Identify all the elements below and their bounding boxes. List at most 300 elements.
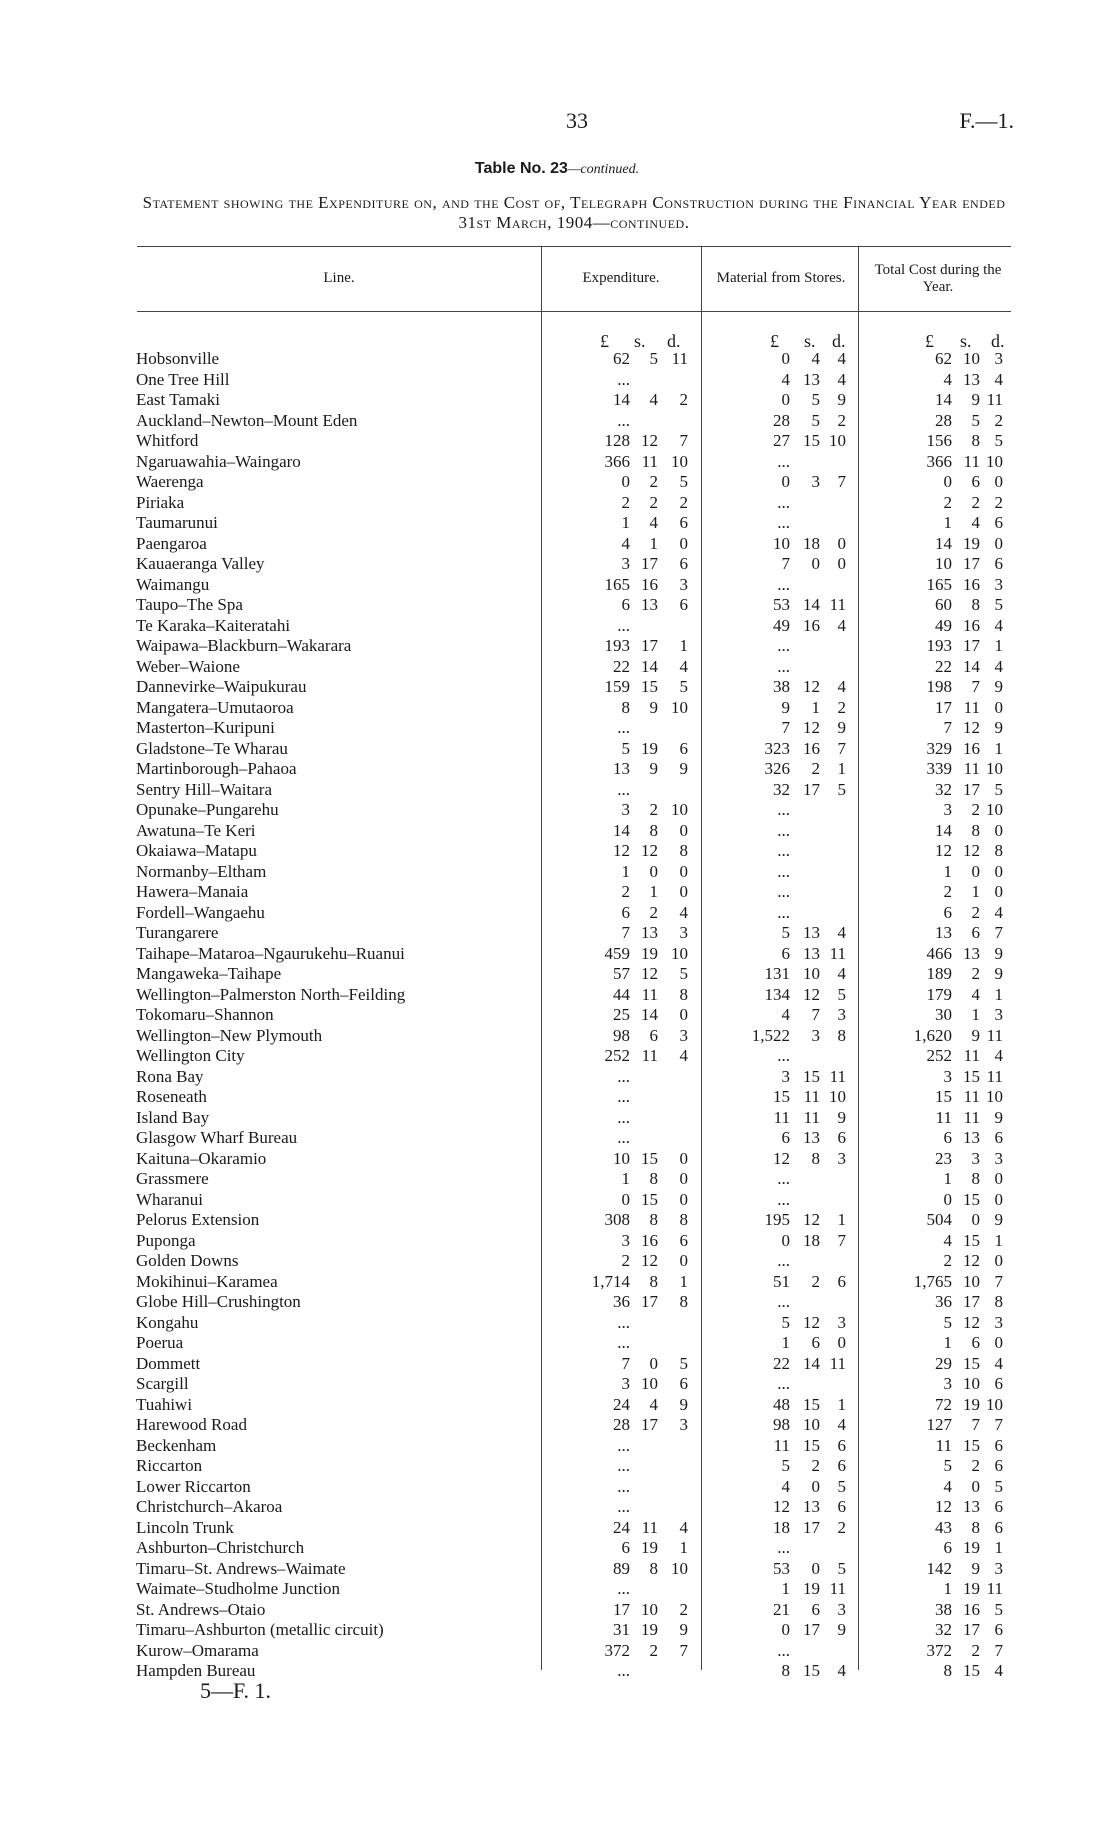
header-bottom-rule [137, 311, 1011, 312]
tot-pence: 5 [994, 431, 1003, 450]
exp-pence: 10 [671, 1558, 688, 1578]
tot-pounds: 339 [926, 759, 952, 778]
line-name: Paengaroa [136, 533, 207, 553]
tot-pounds: 43 [935, 1517, 952, 1537]
tot-pounds: 156 [926, 431, 952, 450]
exp-pounds: 17 [613, 1599, 630, 1619]
tot-pounds: 1 [943, 513, 952, 532]
line-name: Roseneath [136, 1087, 207, 1106]
line-name: Dannevirke–Waipukurau [136, 677, 307, 696]
exp-pence: 3 [679, 923, 688, 942]
table-row [0, 841, 1114, 862]
mat-pence: 4 [837, 677, 846, 696]
tot-shillings: 11 [963, 1046, 980, 1065]
tot-pounds: 1 [943, 1169, 952, 1188]
exp-pence: 6 [679, 595, 688, 614]
tot-pounds: 8 [943, 1661, 952, 1680]
exp-shillings: 16 [641, 574, 658, 594]
tot-shillings: 12 [963, 1312, 980, 1332]
tot-pounds: 466 [926, 943, 952, 963]
mat-pence: 6 [837, 1497, 846, 1516]
table-row [0, 1149, 1114, 1170]
exp-pounds: 10 [613, 1148, 630, 1168]
mat-pounds: ... [777, 513, 790, 532]
exp-pence: 8 [679, 841, 688, 860]
tot-shillings: 10 [963, 1271, 980, 1291]
mat-pounds: ... [777, 1374, 790, 1393]
mat-pounds: 28 [773, 410, 790, 430]
exp-pounds: 13 [613, 759, 630, 778]
tot-pence: 11 [986, 390, 1003, 409]
tot-shillings: 2 [971, 1640, 980, 1660]
table-row [0, 370, 1114, 391]
mat-shillings: 7 [811, 1005, 820, 1024]
table-row [0, 1518, 1114, 1539]
table-row [0, 1046, 1114, 1067]
exp-pounds: 159 [604, 677, 630, 696]
exp-pence: 0 [679, 861, 688, 881]
tot-pence: 4 [994, 656, 1003, 676]
exp-pence: 1 [679, 636, 688, 655]
exp-pence: 0 [679, 1148, 688, 1168]
exp-pounds: ... [617, 1435, 630, 1455]
mat-pounds: 326 [764, 759, 790, 778]
table-row [0, 1251, 1114, 1272]
mat-pounds: 1 [781, 1579, 790, 1598]
mat-shillings: 16 [803, 738, 820, 758]
mat-pounds: 12 [773, 1497, 790, 1516]
mat-pounds: 18 [773, 1517, 790, 1537]
tot-shillings: 11 [963, 1107, 980, 1127]
mat-pounds: 7 [781, 554, 790, 573]
table-title-suffix: —continued. [567, 162, 640, 177]
exp-pounds: ... [617, 1476, 630, 1496]
exp-pence: 0 [679, 820, 688, 840]
tot-pence: 11 [986, 1579, 1003, 1598]
mat-pence: 6 [837, 1271, 846, 1291]
tot-pounds: 60 [935, 595, 952, 614]
mat-pounds: ... [777, 1046, 790, 1065]
tot-pounds: 5 [943, 1456, 952, 1475]
tot-shillings: 11 [963, 1087, 980, 1106]
exp-pounds: 193 [604, 636, 630, 655]
exp-shillings: 4 [649, 513, 658, 532]
mat-shillings: 16 [803, 615, 820, 635]
exp-pence: 11 [671, 349, 688, 368]
line-name: Fordell–Wangaehu [136, 902, 265, 922]
mat-shillings: 15 [803, 1435, 820, 1455]
tot-pence: 0 [994, 882, 1003, 901]
exp-pounds: 1 [621, 861, 630, 881]
exp-pounds: 0 [621, 472, 630, 491]
line-name: Piriaka [136, 492, 185, 512]
table-row [0, 903, 1114, 924]
line-name: Kurow–Omarama [136, 1640, 259, 1660]
tot-pence: 2 [994, 492, 1003, 512]
exp-pounds: 8 [621, 697, 630, 717]
mat-pounds: 323 [764, 738, 790, 758]
exp-pounds: 2 [621, 1251, 630, 1270]
line-name: One Tree Hill [136, 369, 230, 389]
exp-shillings: 12 [641, 964, 658, 983]
exp-pence: 4 [679, 1517, 688, 1537]
tot-pence: 6 [994, 1435, 1003, 1455]
tot-pence: 7 [994, 1640, 1003, 1660]
line-name: Hampden Bureau [136, 1661, 256, 1680]
exp-pence: 4 [679, 656, 688, 676]
table-row [0, 1477, 1114, 1498]
tot-pounds: 49 [935, 615, 952, 635]
table-row [0, 1436, 1114, 1457]
tot-shillings: 8 [971, 1517, 980, 1537]
unit-shillings: s. [804, 331, 816, 351]
tot-pounds: 12 [935, 1497, 952, 1516]
expenditure-table-body [0, 349, 1114, 1682]
tot-shillings: 9 [971, 390, 980, 409]
mat-pounds: 3 [781, 1066, 790, 1086]
exp-pounds: ... [617, 369, 630, 389]
exp-shillings: 15 [641, 1189, 658, 1209]
line-name: Mangaweka–Taihape [136, 964, 282, 983]
mat-pence: 6 [837, 1128, 846, 1147]
mat-pounds: 1 [781, 1333, 790, 1352]
mat-pence: 0 [837, 533, 846, 553]
mat-pounds: 11 [773, 1435, 790, 1455]
line-name: Island Bay [136, 1107, 210, 1127]
tot-pence: 3 [994, 1558, 1003, 1578]
table-row [0, 1354, 1114, 1375]
exp-shillings: 0 [649, 1353, 658, 1373]
tot-pounds: 11 [935, 1435, 952, 1455]
exp-shillings: 2 [649, 800, 658, 819]
tot-shillings: 15 [963, 1189, 980, 1209]
table-row [0, 513, 1114, 534]
mat-pounds: 48 [773, 1394, 790, 1414]
line-name: Riccarton [136, 1456, 203, 1475]
line-name: Martinborough–Pahaoa [136, 759, 297, 778]
exp-shillings: 1 [649, 533, 658, 553]
exp-pence: 9 [679, 1394, 688, 1414]
exp-shillings: 19 [641, 943, 658, 963]
exp-pounds: 0 [621, 1189, 630, 1209]
exp-shillings: 13 [641, 595, 658, 614]
line-name: Timaru–St. Andrews–Waimate [136, 1558, 346, 1578]
exp-pounds: 7 [621, 923, 630, 942]
table-row [0, 677, 1114, 698]
exp-pounds: 36 [613, 1292, 630, 1311]
mat-pence: 4 [837, 369, 846, 389]
line-name: Kauaeranga Valley [136, 554, 265, 573]
tot-pounds: 0 [943, 1189, 952, 1209]
exp-shillings: 4 [649, 390, 658, 409]
exp-shillings: 14 [641, 656, 658, 676]
mat-pounds: 195 [764, 1210, 790, 1229]
tot-pounds: 372 [926, 1640, 952, 1660]
tot-shillings: 5 [971, 410, 980, 430]
mat-pounds: 12 [773, 1148, 790, 1168]
exp-pounds: 6 [621, 595, 630, 614]
mat-pounds: 0 [781, 1620, 790, 1639]
mat-pence: 5 [837, 1476, 846, 1496]
table-row [0, 1661, 1114, 1682]
mat-pence: 11 [829, 595, 846, 614]
exp-pence: 9 [679, 759, 688, 778]
tot-pounds: 5 [943, 1312, 952, 1332]
exp-pounds: 3 [621, 1374, 630, 1393]
tot-pence: 9 [994, 1107, 1003, 1127]
exp-pence: 5 [679, 472, 688, 491]
table-row [0, 1210, 1114, 1231]
tot-pence: 7 [994, 1271, 1003, 1291]
line-name: Timaru–Ashburton (metallic circuit) [136, 1620, 384, 1639]
tot-shillings: 9 [971, 1558, 980, 1578]
exp-shillings: 17 [641, 636, 658, 655]
tot-pence: 6 [994, 554, 1003, 573]
tot-pence: 9 [994, 943, 1003, 963]
tot-shillings: 2 [971, 800, 980, 819]
line-name: Lincoln Trunk [136, 1517, 234, 1537]
tot-shillings: 16 [963, 574, 980, 594]
line-name: Grassmere [136, 1169, 209, 1188]
mat-pounds: 5 [781, 1312, 790, 1332]
exp-shillings: 9 [649, 759, 658, 778]
exp-pence: 6 [679, 738, 688, 758]
mat-pence: 11 [829, 1353, 846, 1373]
exp-pence: 0 [679, 1251, 688, 1270]
table-row [0, 759, 1114, 780]
line-name: Christchurch–Akaroa [136, 1497, 283, 1516]
mat-shillings: 0 [811, 1558, 820, 1578]
exp-shillings: 11 [641, 451, 658, 471]
table-row [0, 1292, 1114, 1313]
exp-pence: 10 [671, 800, 688, 819]
exp-shillings: 19 [641, 1538, 658, 1557]
mat-shillings: 18 [803, 1230, 820, 1250]
exp-pounds: 252 [604, 1046, 630, 1065]
exp-pounds: ... [617, 410, 630, 430]
tot-pence: 9 [994, 677, 1003, 696]
exp-pence: 0 [679, 533, 688, 553]
line-name: Waipawa–Blackburn–Wakarara [136, 636, 352, 655]
line-name: Globe Hill–Crushington [136, 1292, 301, 1311]
tot-pence: 5 [994, 779, 1003, 799]
mat-pounds: ... [777, 1640, 790, 1660]
exp-shillings: 11 [641, 984, 658, 1004]
line-name: Whitford [136, 431, 199, 450]
mat-pence: 4 [837, 615, 846, 635]
table-row [0, 1559, 1114, 1580]
mat-shillings: 12 [803, 1312, 820, 1332]
mat-pence: 10 [829, 1087, 846, 1106]
tot-pence: 7 [994, 1415, 1003, 1434]
tot-pence: 10 [986, 800, 1003, 819]
tot-pounds: 4 [943, 1476, 952, 1496]
table-row [0, 452, 1114, 473]
tot-pounds: 127 [926, 1415, 952, 1434]
line-name: Okaiawa–Matapu [136, 841, 257, 860]
tot-pounds: 4 [943, 1230, 952, 1250]
exp-pence: 9 [679, 1620, 688, 1639]
mat-pounds: ... [777, 1169, 790, 1188]
tot-pounds: 32 [935, 779, 952, 799]
tot-pounds: 6 [943, 1538, 952, 1557]
exp-pounds: ... [617, 718, 630, 737]
tot-shillings: 9 [971, 1025, 980, 1045]
mat-shillings: 1 [811, 697, 820, 717]
exp-shillings: 19 [641, 738, 658, 758]
mat-shillings: 5 [811, 390, 820, 409]
tot-pence: 4 [994, 1353, 1003, 1373]
mat-shillings: 13 [803, 1497, 820, 1516]
table-row [0, 1497, 1114, 1518]
tot-pounds: 1,620 [913, 1025, 952, 1045]
tot-shillings: 0 [971, 1476, 980, 1496]
tot-shillings: 1 [971, 1005, 980, 1024]
tot-pounds: 12 [935, 841, 952, 860]
mat-shillings: 17 [803, 779, 820, 799]
tot-shillings: 1 [971, 882, 980, 901]
line-name: Harewood Road [136, 1415, 247, 1434]
table-row [0, 1087, 1114, 1108]
mat-pounds: ... [777, 1538, 790, 1557]
tot-shillings: 12 [963, 841, 980, 860]
tot-pence: 11 [986, 1066, 1003, 1086]
mat-shillings: 6 [811, 1599, 820, 1619]
exp-pounds: 57 [613, 964, 630, 983]
unit-pounds: £ [925, 331, 934, 351]
table-row [0, 534, 1114, 555]
tot-pounds: 14 [935, 533, 952, 553]
line-name: Waimate–Studholme Junction [136, 1579, 341, 1598]
exp-pounds: ... [617, 615, 630, 635]
mat-pounds: 11 [773, 1107, 790, 1127]
tot-pounds: 23 [935, 1148, 952, 1168]
tot-shillings: 15 [963, 1435, 980, 1455]
mat-pence: 4 [837, 349, 846, 368]
tot-pence: 4 [994, 369, 1003, 389]
mat-pounds: 15 [773, 1087, 790, 1106]
exp-pence: 7 [679, 1640, 688, 1660]
exp-pounds: ... [617, 779, 630, 799]
tot-pence: 0 [994, 861, 1003, 881]
mat-pounds: ... [777, 656, 790, 676]
statement-heading: Statement showing the Expenditure on, and the Cost of, Telegraph Construction during the Financial Year ended 31st March, 1904—continued. [142, 193, 1006, 232]
mat-pence: 8 [837, 1025, 846, 1045]
tot-shillings: 17 [963, 554, 980, 573]
tot-pence: 6 [994, 1374, 1003, 1393]
mat-pounds: ... [777, 882, 790, 901]
line-name: Hawera–Manaia [136, 882, 249, 901]
tot-pence: 0 [994, 697, 1003, 717]
tot-pounds: 165 [926, 574, 952, 594]
mat-pence: 9 [837, 718, 846, 737]
line-name: Sentry Hill–Waitara [136, 779, 273, 799]
tot-pence: 6 [994, 1456, 1003, 1475]
exp-shillings: 12 [641, 1251, 658, 1270]
tot-pounds: 1 [943, 1579, 952, 1598]
line-name: Mangatera–Umutaoroa [136, 697, 294, 717]
exp-pounds: 31 [613, 1620, 630, 1639]
mat-shillings: 0 [811, 1476, 820, 1496]
tot-pence: 6 [994, 1620, 1003, 1639]
mat-pounds: 5 [781, 1456, 790, 1475]
tot-pence: 4 [994, 1661, 1003, 1680]
tot-pounds: 38 [935, 1599, 952, 1619]
mat-pounds: 1,522 [751, 1025, 790, 1045]
tot-shillings: 8 [971, 595, 980, 614]
tot-shillings: 17 [963, 1292, 980, 1311]
mat-pence: 4 [837, 1661, 846, 1680]
tot-shillings: 16 [963, 615, 980, 635]
tot-pounds: 1 [943, 1333, 952, 1352]
tot-pence: 11 [986, 1025, 1003, 1045]
tot-pounds: 28 [935, 410, 952, 430]
tot-pounds: 29 [935, 1353, 952, 1373]
exp-shillings: 6 [649, 1025, 658, 1045]
header-total: Total Cost during the Year. [874, 261, 1002, 295]
exp-pence: 8 [679, 1210, 688, 1229]
mat-pounds: ... [777, 1251, 790, 1270]
tot-shillings: 6 [971, 923, 980, 942]
tot-pence: 1 [994, 1230, 1003, 1250]
line-name: Weber–Waione [136, 656, 240, 676]
unit-shillings: s. [634, 331, 646, 351]
exp-pounds: 12 [613, 841, 630, 860]
mat-pounds: ... [777, 820, 790, 840]
mat-shillings: 13 [803, 923, 820, 942]
page-footer: 5—F. 1. [200, 1678, 271, 1703]
exp-pounds: 5 [621, 738, 630, 758]
tot-pounds: 1 [943, 861, 952, 881]
exp-pence: 3 [679, 1415, 688, 1434]
exp-pounds: 6 [621, 1538, 630, 1557]
line-name: Opunake–Pungarehu [136, 800, 279, 819]
line-name: Scargill [136, 1374, 189, 1393]
mat-pounds: ... [777, 1189, 790, 1209]
exp-pounds: 14 [613, 390, 630, 409]
exp-pence: 0 [679, 882, 688, 901]
line-name: Wellington–New Plymouth [136, 1025, 323, 1045]
mat-pounds: 38 [773, 677, 790, 696]
unit-pence: d. [832, 331, 846, 351]
exp-pounds: 308 [604, 1210, 630, 1229]
exp-pence: 7 [679, 431, 688, 450]
mat-shillings: 2 [811, 1271, 820, 1291]
mat-shillings: 5 [811, 410, 820, 430]
table-row [0, 1641, 1114, 1662]
tot-pence: 6 [994, 513, 1003, 532]
tot-pounds: 2 [943, 882, 952, 901]
table-row [0, 1005, 1114, 1026]
tot-pounds: 2 [943, 1251, 952, 1270]
unit-pence: d. [991, 331, 1005, 351]
exp-shillings: 8 [649, 1271, 658, 1291]
exp-pounds: 459 [604, 943, 630, 963]
tot-pounds: 15 [935, 1087, 952, 1106]
tot-pence: 0 [994, 533, 1003, 553]
table-row [0, 1313, 1114, 1334]
mat-shillings: 6 [811, 1333, 820, 1352]
mat-shillings: 15 [803, 431, 820, 450]
line-name: Waimangu [136, 574, 210, 594]
mat-pounds: 27 [773, 431, 790, 450]
mat-shillings: 12 [803, 1210, 820, 1229]
table-row [0, 821, 1114, 842]
mat-pence: 4 [837, 923, 846, 942]
mat-pence: 1 [837, 759, 846, 778]
mat-pounds: 0 [781, 1230, 790, 1250]
tot-pence: 7 [994, 923, 1003, 942]
